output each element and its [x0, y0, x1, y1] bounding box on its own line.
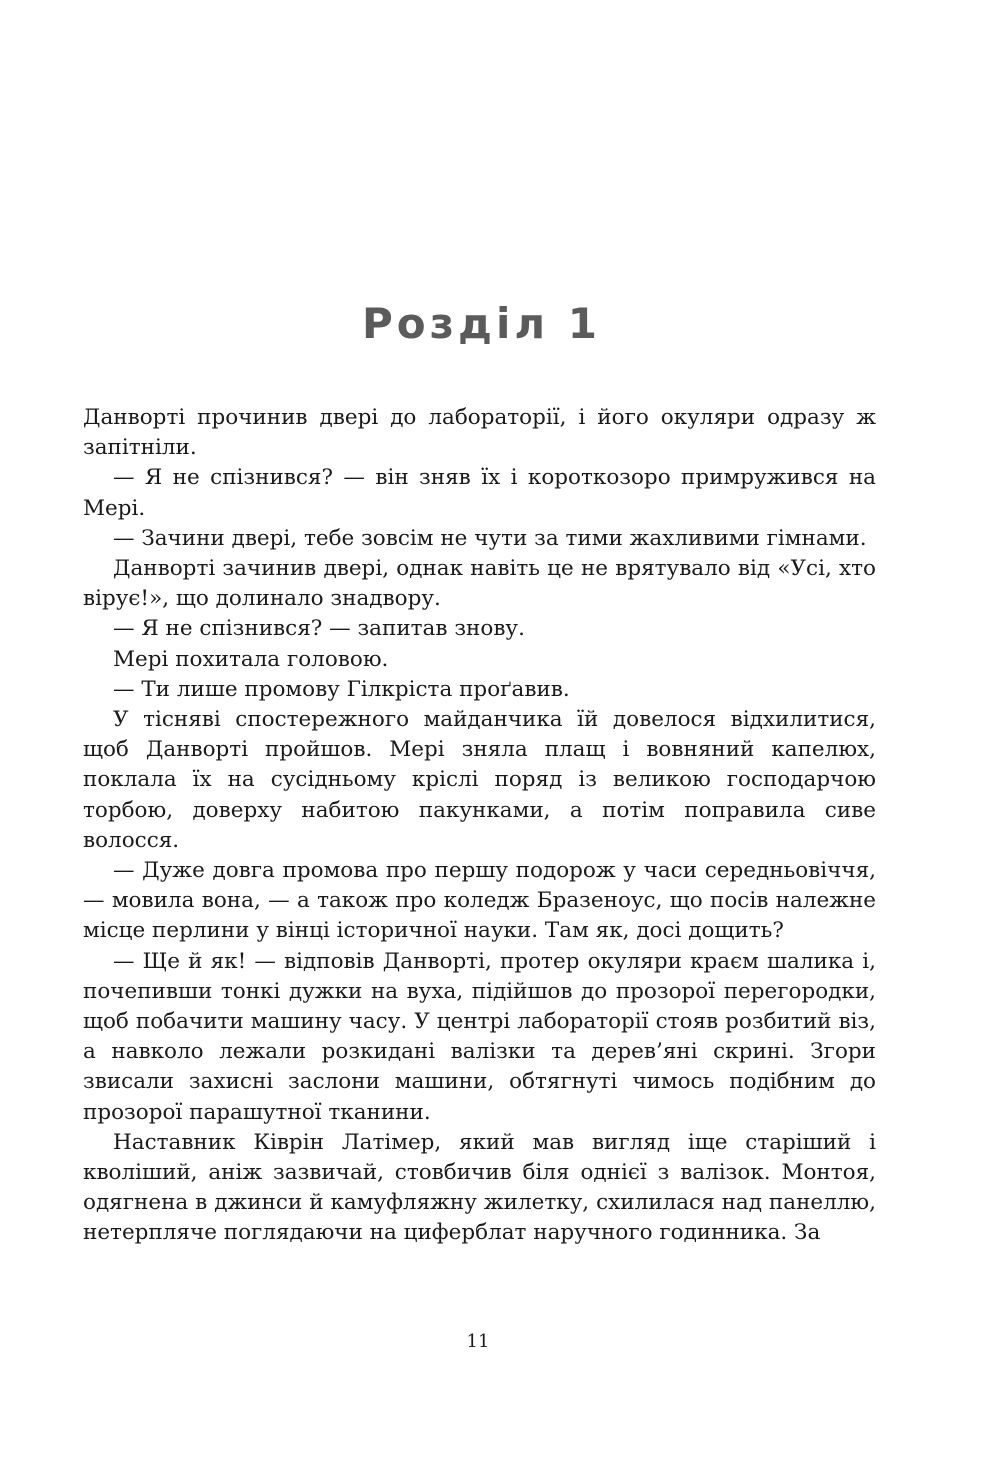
paragraph: Данворті зачинив двері, однак навіть це не врятувало від «Усі, хто вірує!», що долинало знадвору. [83, 556, 876, 612]
paragraph: Данворті прочинив двері до лабораторії, і його окуляри одразу ж запітніли. [83, 405, 876, 461]
paragraph: У тісняві спостережного майданчика їй довелося відхилитися, щоб Данворті пройшов. Мері зняла плащ і вовняний капелюх, поклала їх на сусідньому кріслі поряд із великою господарчою торбою, доверху набитою пакунками, а потім поправила сиве волосся. [83, 707, 876, 853]
paragraph: Наставник Ківрін Латімер, який мав вигляд іще старіший і кволіший, аніж зазвичай, стовбичив біля однієї з валізок. Монтоя, одягнена в джинси й камуфляжну жилетку, схилилася над панеллю, нетерпляче поглядаючи на циферблат наручного годинника. За [83, 1129, 876, 1246]
paragraph: Мері похитала головою. [113, 646, 389, 672]
paragraph: — Ще й як! — відповів Данворті, протер окуляри краєм шалика і, почепивши тонкі дужки на вуха, підійшов до прозорої перегородки, щоб побачити машину часу. У центрі лабораторії стояв розбитий віз, а навколо лежали розкидані валізки та дерев’яні скрині. Згори звисали захисні заслони машини, обтягнуті чимось подібним до прозорої парашутної тканини. [83, 948, 876, 1125]
page-number: 11 [466, 1331, 490, 1352]
chapter-title: Розділ 1 [362, 299, 601, 348]
body-text [83, 403, 876, 1249]
paragraph: — Зачини двері, тебе зовсім не чути за тими жахливими гімнами. [113, 525, 867, 551]
paragraph: — Ти лише промову Гілкріста проґавив. [113, 676, 570, 702]
paragraph: — Я не спізнився? — запитав знову. [113, 616, 525, 642]
paragraph: — Дуже довга промова про першу подорож у часи середньовіччя, — мовила вона, — а також про коледж Бразеноус, що посів належне місце перлини у вінці історичної науки. Там як, досі дощить? [83, 858, 876, 944]
paragraph: — Я не спізнився? — він зняв їх і короткозоро примружився на Мері. [83, 465, 876, 521]
